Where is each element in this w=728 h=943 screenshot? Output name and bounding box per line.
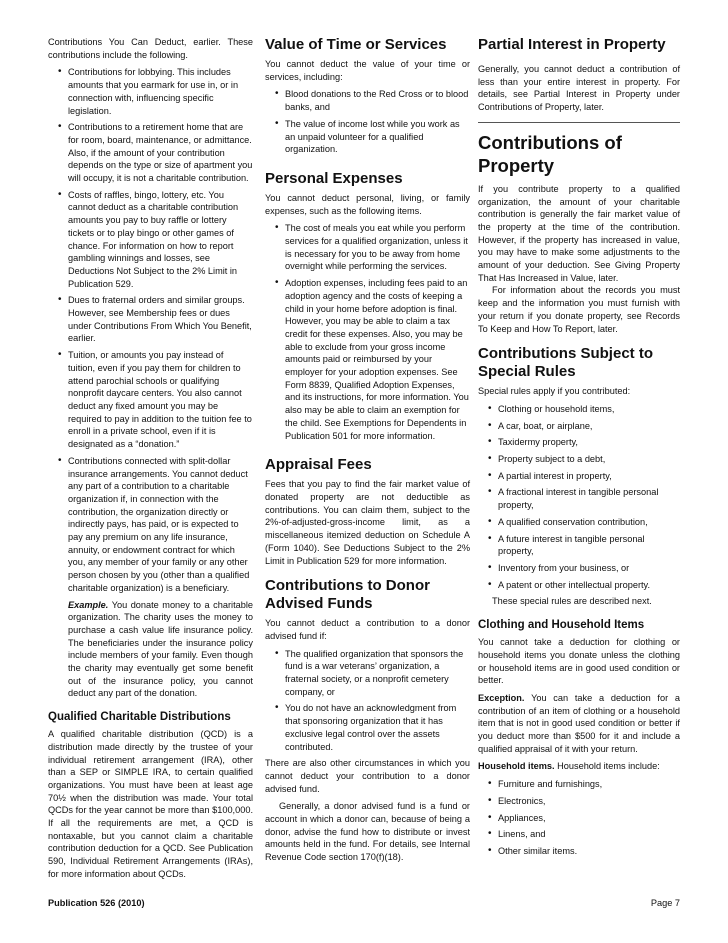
- donor-advised-list: [265, 648, 470, 754]
- list-item: • Linens, and: [478, 828, 680, 841]
- list-item: • A qualified conservation contribution,: [478, 516, 680, 529]
- donor-advised-text: You cannot deduct a contribution to a donor advised fund if:: [265, 618, 470, 641]
- list-item: • You do not have an acknowledgment from that sponsoring organization that it has exclusive legal control over the assets contributed.: [265, 702, 470, 753]
- property-text-2: For information about the records you must keep and the information you must furnish with your return if you donate property, see Records To Keep and How To Report, later.: [478, 285, 680, 334]
- list-item: • Inventory from your business, or: [478, 562, 680, 575]
- non-deductible-list: [48, 66, 253, 594]
- list-item: • Contributions to a retirement home that are for room, board, maintenance, or admittance. Also, if the amount of your contribution depends on the type or size of apartment you will occupy, it is not a charitable contribution.: [48, 121, 253, 185]
- time-services-text: You cannot deduct the value of your time or services, including:: [265, 59, 470, 82]
- page-footer: [48, 898, 680, 910]
- list-item: • A car, boat, or airplane,: [478, 420, 680, 433]
- property-text: If you contribute property to a qualified organization, the amount of your charitable contribution is generally the fair market value of the property at the time of the contribution. However, if the property has increased in value, you may have to make some adjustments to the amount of your deduction. See Giving Property That Has Increased in Value, later.: [478, 183, 680, 283]
- list-item: • Taxidermy property,: [478, 436, 680, 449]
- time-services-list: [265, 88, 470, 156]
- appraisal-fees-text: Fees that you pay to find the fair market value of donated property are not deductible as contributions. You can claim them, subject to the 2%-of-adjusted-gross-income limit, as a miscellaneous itemized deduction on Schedule A (Form 1040). See Deductions Subject to the 2% Limit in Publication 529 for more information.: [265, 479, 470, 566]
- household-list: [478, 778, 680, 858]
- example-text: You donate money to a charitable organization. The charity uses the money to purchase a cash value life insurance policy. The beneficiaries under the insurance policy include members of your family. Even though the charity may eventually get some benefit out of the insurance policy, you cannot deduct any part of the donation.: [68, 599, 253, 699]
- list-item: • A fractional interest in tangible personal property,: [478, 486, 680, 511]
- clothing-heading: Clothing and Household Items: [478, 619, 645, 632]
- personal-expenses-text: You cannot deduct personal, living, or family expenses, such as the following items.: [265, 192, 470, 216]
- list-item: • Appliances,: [478, 812, 680, 825]
- list-item: • Blood donations to the Red Cross or to blood banks, and: [265, 88, 470, 113]
- list-item: • Adoption expenses, including fees paid to an adoption agency and the costs of keeping a child in your home before adoption is final. However, you may be able to claim a tax credit for these expenses. Also, you may be able to exclude from your gross income amounts paid or reimbursed by your employer for your adoption expenses. See Form 8839, Qualified Adoption Expenses, and its instructions, for more information. You also may be able to claim an exemption for the child. See Exemptions for Dependents in Publication 501 for more information.: [265, 277, 470, 442]
- donor-advised-heading: Contributions to Donor Advised Funds: [265, 577, 430, 613]
- donor-advised-text-3: Generally, a donor advised fund is a fund or account in which a donor can, because of being a donor, advise the fund how to distribute or invest amounts held in the fund. For details, see Internal Revenue Code section 170(f)(18).: [265, 801, 470, 863]
- column-3: [478, 36, 680, 862]
- list-item: • Costs of raffles, bingo, lottery, etc. You cannot deduct as a charitable contribution amounts you pay to buy raffle or lottery tickets or to play bingo or other games of chance. For information on how to report gambling winnings and losses, see Deductions Not Subject to the 2% Limit in Publication 529.: [48, 189, 253, 291]
- list-item: • Contributions for lobbying. This includes amounts that you earmark for use in, or in connection with, influencing specific legislation.: [48, 66, 253, 117]
- list-item: • A future interest in tangible personal property,: [478, 533, 680, 558]
- list-item: • Clothing or household items,: [478, 403, 680, 416]
- list-item: • Furniture and furnishings,: [478, 778, 680, 791]
- example-paragraph: [48, 599, 253, 701]
- special-rules-heading: Contributions Subject to Special Rules: [478, 345, 653, 381]
- list-item: • Dues to fraternal orders and similar groups. However, see Membership fees or dues under Contributions From Which You Benefit, earlier.: [48, 294, 253, 345]
- special-rules-text-2: These special rules are described next.: [492, 596, 652, 607]
- list-item: • The cost of meals you eat while you perform services for a qualified organization, unless it is necessary for you to be away from home overnight while performing the services.: [265, 222, 470, 273]
- qcd-text: A qualified charitable distribution (QCD) is a distribution made directly by the trustee of your individual retirement arrangement (IRA), other than a SEP or SIMPLE IRA, to certain qualified organizations. You must have been at least age 70½ when the distribution was made. Your total QCDs for the year cannot be more than $100,000. If all the requirements are met, a QCD is nontaxable, but you cannot claim a charitable contribution deduction for a QCD. See Publication 590, Individual Retirement Arrangements (IRAs), for more information about QCDs.: [48, 729, 253, 879]
- partial-interest-text: Generally, you cannot deduct a contribution of less than your entire interest in property. For details, see Partial Interest in Property under Contributions of Property, later.: [478, 64, 680, 113]
- example-label: Example.: [68, 599, 109, 610]
- list-item: • A patent or other intellectual property.: [478, 579, 680, 592]
- household-paragraph: [478, 760, 680, 773]
- list-item: • Property subject to a debt,: [478, 453, 680, 466]
- exception-paragraph: [478, 692, 680, 756]
- special-rules-list: [478, 403, 680, 591]
- personal-expenses-heading: Personal Expenses: [265, 169, 403, 187]
- property-heading: Contributions of Property: [478, 131, 622, 176]
- list-item: • Tuition, or amounts you pay instead of tuition, even if you pay them for children to attend parochial schools or qualifying nonprofit daycare centers. You also cannot deduct any fixed amount you may be required to pay in addition to the tuition fee to enroll in a private school, even if it is designated as a “donation.”: [48, 349, 253, 451]
- column-1: [48, 36, 253, 881]
- list-item: • Other similar items.: [478, 845, 680, 858]
- household-text: Household items include:: [557, 761, 660, 772]
- publication-label: Publication 526 (2010): [48, 898, 145, 908]
- exception-label: Exception.: [478, 692, 525, 703]
- time-services-heading: Value of Time or Services: [265, 36, 447, 53]
- list-item: • Electronics,: [478, 795, 680, 808]
- household-label: Household items.: [478, 761, 555, 772]
- page-number: Page 7: [650, 898, 680, 908]
- list-item: • The value of income lost while you work as an unpaid volunteer for a qualified organization.: [265, 118, 470, 156]
- exception-text: You can take a deduction for a contribution of an item of clothing or a household item that is not in good used condition or better if you deduct more than $500 for it and include a qualified appraisal of it with your return.: [478, 692, 680, 754]
- qcd-heading: Qualified Charitable Distributions: [48, 711, 231, 724]
- personal-expenses-list: [265, 222, 470, 442]
- partial-interest-heading: Partial Interest in Property: [478, 36, 666, 53]
- list-item: • A partial interest in property,: [478, 470, 680, 483]
- list-item: • Contributions connected with split-dollar insurance arrangements. You cannot deduct any part of a contribution to a charitable organization if, in connection with the contribution, the organization directly or indirectly pays, has paid, or is expected to pay any premium on any life insurance, annuity, or endowment contract for which you, any member of your family or any other person chosen by you (other than a qualified charitable organization) is a beneficiary.: [48, 455, 253, 595]
- column-2: [265, 36, 470, 864]
- appraisal-fees-heading: Appraisal Fees: [265, 456, 372, 474]
- section-divider: [478, 122, 680, 123]
- list-item: • The qualified organization that sponsors the fund is a war veterans’ organization, a fraternal society, or a nonprofit cemetery company, or: [265, 648, 470, 699]
- clothing-text: You cannot take a deduction for clothing or household items you donate unless the clothing or household items are in good used condition or better.: [478, 637, 680, 686]
- special-rules-text: Special rules apply if you contributed:: [478, 386, 631, 397]
- intro-text: Contributions You Can Deduct, earlier. These contributions include the following.: [48, 37, 253, 60]
- donor-advised-text-2: There are also other circumstances in which you cannot deduct your contribution to a donor advised fund.: [265, 758, 470, 794]
